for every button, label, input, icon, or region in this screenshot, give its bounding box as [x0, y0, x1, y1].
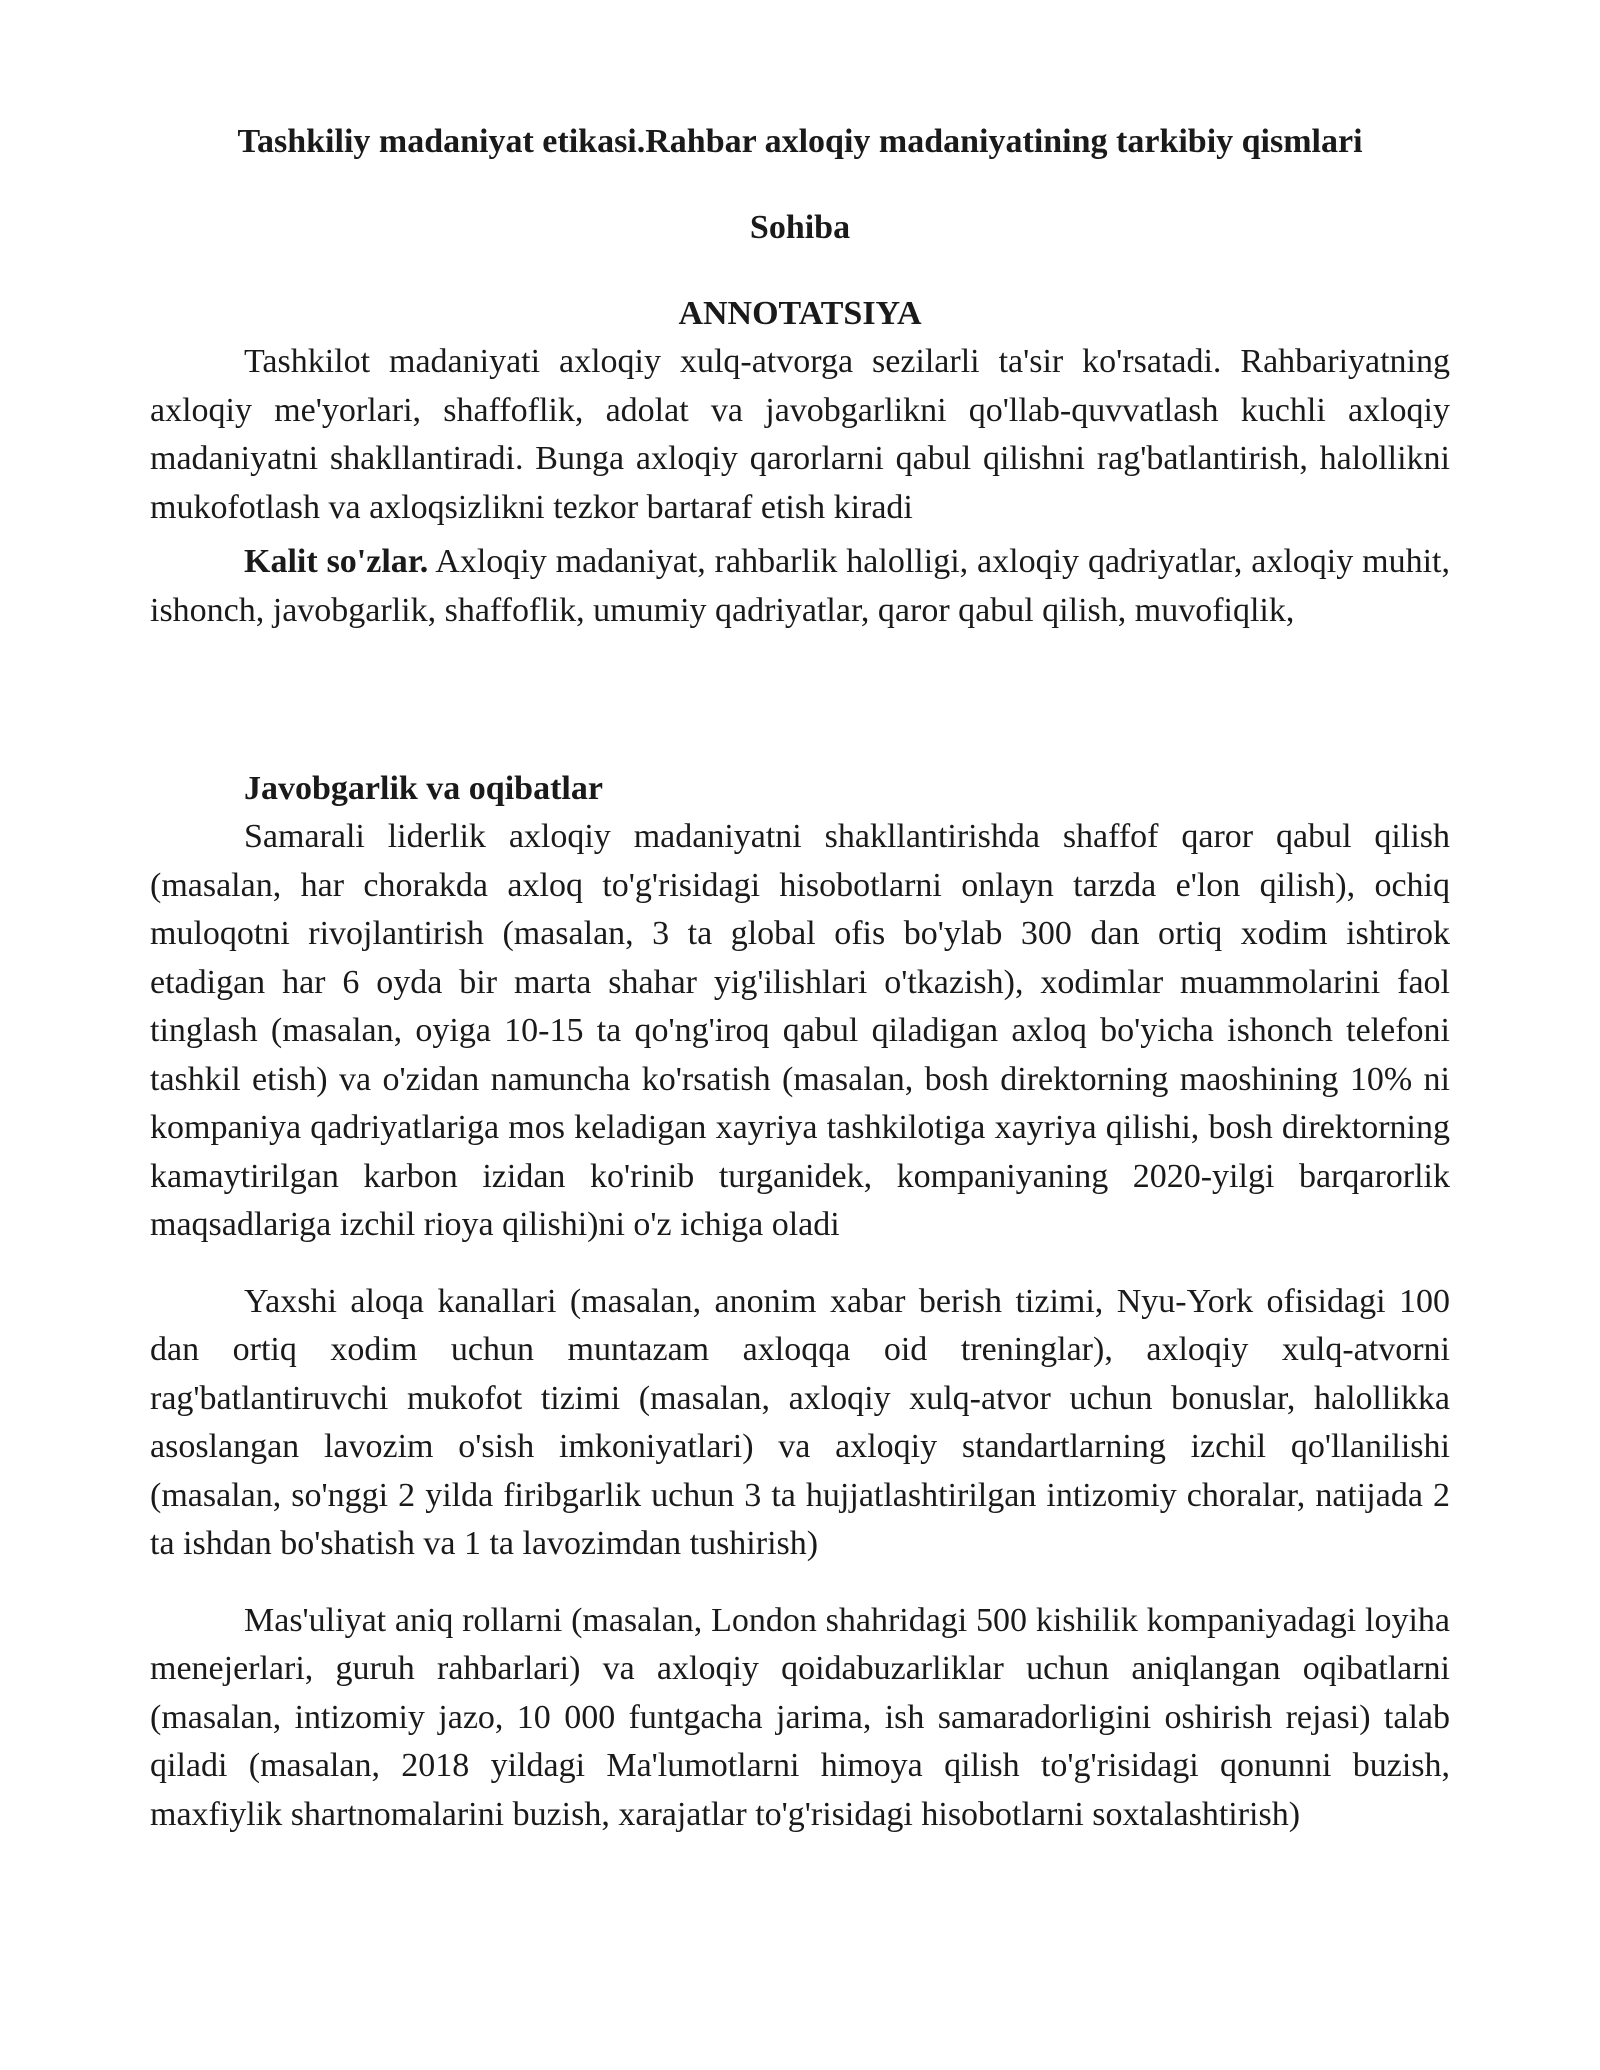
annotation-heading: ANNOTATSIYA [678, 295, 922, 332]
section-paragraph-1: Samarali liderlik axloqiy madaniyatni shakllantirishda shaffof qaror qabul qilish (masalan, har chorakda axloq to'g'risidagi hisobotlarni onlayn tarzda e'lon qilish), ochiq muloqotni rivojlantirish (masalan, 3 ta global ofis bo'ylab 300 dan ortiq xodim ishtirok etadigan har 6 oyda bir marta shahar yig'ilishlari o'tkazish), xodimlar muammolarini faol tinglash (masalan, oyiga 10-15 ta qo'ng'iroq qabul qiladigan axloq bo'yicha ishonch telefoni tashkil etish) va o'zidan namuncha ko'rsatish (masalan, bosh direktorning maoshining 10% ni kompaniya qadriyatlariga mos keladigan xayriya tashkilotiga xayriya qilishi, bosh direktorning kamaytirilgan karbon izidan ko'rinib turganidek, kompaniyaning 2020-yilgi barqarorlik maqsadlariga izchil rioya qilishi)ni o'z ichiga oladi [150, 818, 1450, 1243]
section-paragraph-2: Yaxshi aloqa kanallari (masalan, anonim xabar berish tizimi, Nyu-York ofisidagi 100 dan ortiq xodim uchun muntazam axloqqa oid treninglar), axloqiy xulq-atvorni rag'batlantiruvchi mukofot tizimi (masalan, axloqiy xulq-atvor uchun bonuslar, halollikka asoslangan lavozim o'sish imkoniyatlari) va axloqiy standartlarning izchil qo'llanilishi (masalan, so'nggi 2 yilda firibgarlik uchun 3 ta hujjatlashtirilgan intizomiy choralar, natijada 2 ta ishdan bo'shatish va 1 ta lavozimdan tushirish) [150, 1282, 1450, 1562]
document-title: Tashkiliy madaniyat etikasi.Rahbar axloqiy madaniyatining tarkibiy qismlari [237, 123, 1363, 160]
section-paragraph-3: Mas'uliyat aniq rollarni (masalan, London shahridagi 500 kishilik kompaniyadagi loyiha menejerlari, guruh rahbarlari) va axloqiy qoidabuzarliklar uchun aniqlangan oqibatlarni (masalan, intizomiy jazo, 10 000 funtgacha jarima, ish samaradorligini oshirish rejasi) talab qiladi (masalan, 2018 yildagi Ma'lumotlarni himoya qilish to'g'risidagi qonunni buzish, maxfiylik shartnomalarini buzish, xarajatlar to'g'risidagi hisobotlarni soxtalashtirish) [150, 1601, 1450, 1833]
document-page [150, 118, 1450, 1839]
section-heading: Javobgarlik va oqibatlar [244, 770, 603, 807]
author-name: Sohiba [749, 209, 851, 246]
keywords-text: Axloqiy madaniyat, rahbarlik halolligi, axloqiy qadriyatlar, axloqiy muhit, ishonch, javobgarlik, shaffoflik, umumiy qadriyatlar, qaror qabul qilish, muvofiqlik, [150, 543, 1450, 629]
keywords-paragraph [150, 538, 1450, 635]
annotation-text: Tashkilot madaniyati axloqiy xulq-atvorga sezilarli ta'sir ko'rsatadi. Rahbariyatning axloqiy me'yorlari, shaffoflik, adolat va javobgarlikni qo'llab-quvvatlash kuchli axloqiy madaniyatni shakllantiradi. Bunga axloqiy qarorlarni qabul qilishni rag'batlantirish, halollikni mukofotlash va axloqsizlikni tezkor bartaraf etish kiradi [150, 343, 1450, 526]
keywords-label: Kalit so'zlar. [244, 543, 429, 580]
